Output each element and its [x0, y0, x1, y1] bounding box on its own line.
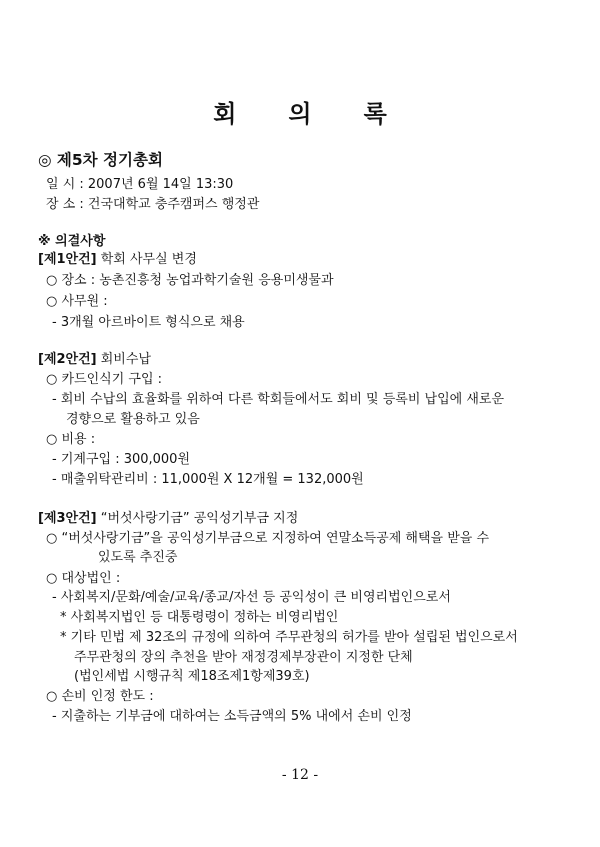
agenda2-line: 경향으로 활용하고 있음: [66, 412, 200, 427]
agenda3-label: [제3안건]: [38, 511, 97, 526]
agenda2-line: - 매출위탁관리비 : 11,000원 X 12개월 = 132,000원: [52, 472, 364, 487]
document-title: [0, 94, 600, 129]
agenda1-line: ○ 장소 : 농촌진흥청 농업과학기술원 응용미생물과: [46, 273, 334, 288]
agenda3-line: * 기타 민법 제 32조의 규정에 의하여 주무관청의 허가를 받아 설립된 법인으로서: [60, 630, 518, 645]
agenda1-label: [제1안건]: [38, 252, 97, 267]
agenda1-title: 학회 사무실 변경: [100, 252, 197, 267]
resolutions-header: ※ 의결사항: [38, 234, 106, 249]
agenda2-heading: [38, 352, 151, 368]
agenda3-line: ○ 대상법인 :: [46, 571, 121, 586]
meeting-heading: ◎ 제5차 정기총회: [38, 151, 163, 169]
agenda3-line: ○ 손비 인정 한도 :: [46, 689, 154, 704]
agenda3-line: * 사회복지법인 등 대통령령이 정하는 비영리법인: [60, 610, 339, 625]
agenda2-line: - 회비 수납의 효율화를 위하여 다른 학회들에서도 회비 및 등록비 납입에 새로운: [52, 392, 505, 407]
agenda3-line: ○ “버섯사랑기금”을 공익성기부금으로 지정하여 연말소득공제 해택을 받을 수: [46, 531, 490, 546]
meeting-place: 장 소 : 건국대학교 충주캠퍼스 행정관: [46, 197, 260, 212]
agenda2-line: - 기계구입 : 300,000원: [52, 452, 191, 467]
agenda3-heading: [38, 511, 298, 527]
title-char: 록: [363, 100, 387, 128]
agenda3-line: (법인세법 시행규칙 제18조제1항제39호): [74, 669, 310, 684]
agenda3-title: “버섯사랑기금” 공익성기부금 지정: [100, 511, 299, 526]
agenda3-line: - 사회복지/문화/예술/교육/종교/자선 등 공익성이 큰 비영리법인으로서: [52, 590, 451, 605]
agenda1-line: ○ 사무원 :: [46, 294, 108, 309]
agenda1-line: - 3개월 아르바이트 형식으로 채용: [52, 315, 245, 330]
agenda3-line: 주무관청의 장의 추천을 받아 재정경제부장관이 지정한 단체: [74, 650, 413, 665]
title-char: 회: [213, 100, 237, 128]
agenda2-line: ○ 비용 :: [46, 432, 96, 447]
agenda3-line: 있도록 추진중: [98, 550, 178, 565]
title-char: 의: [288, 100, 312, 128]
agenda2-line: ○ 카드인식기 구입 :: [46, 372, 163, 387]
agenda2-title: 회비수납: [100, 352, 151, 367]
agenda3-line: - 지출하는 기부금에 대하여는 소득금액의 5% 내에서 손비 인정: [52, 709, 412, 724]
agenda2-label: [제2안건]: [38, 352, 97, 367]
page-number: - 12 -: [281, 767, 319, 783]
agenda1-heading: [38, 252, 197, 268]
meeting-date: 일 시 : 2007년 6월 14일 13:30: [46, 177, 234, 192]
